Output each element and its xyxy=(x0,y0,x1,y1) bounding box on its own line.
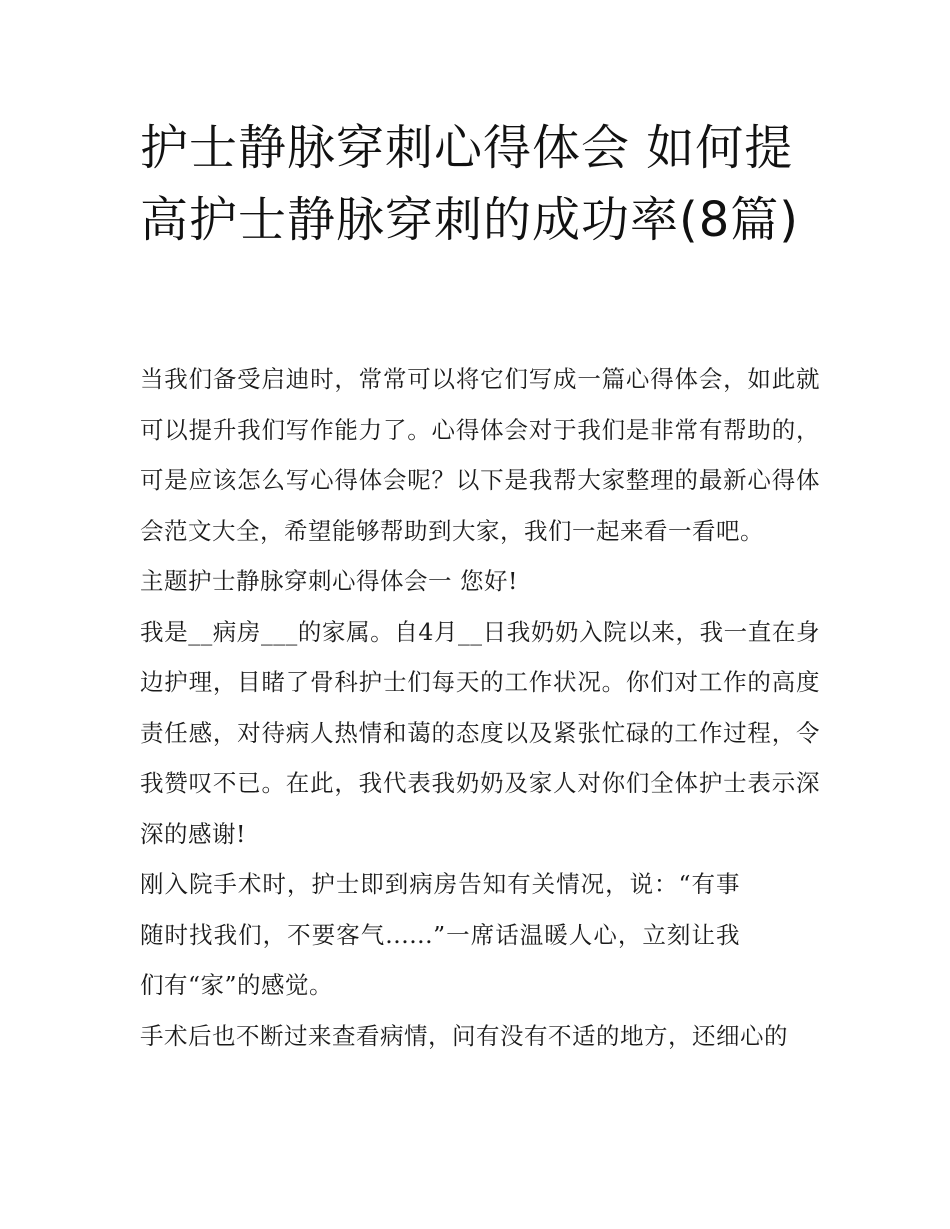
paragraph-topic-heading: 主题护士静脉穿刺心得体会一 您好! xyxy=(140,567,518,595)
paragraph-after-surgery: 手术后也不断过来查看病情，问有没有不适的地方，还细心的 xyxy=(140,1021,788,1050)
paragraph-intro: 当我们备受启迪时，常常可以将它们写成一篇心得体会，如此就可以提升我们写作能力了。心得体会对于我们是非常有帮助的，可是应该怎么写心得体会呢？以下是我帮大家整理的最新心得体会范文大全，希望能够帮助到大家，我们一起来看一看吧。 xyxy=(140,365,820,545)
paragraph-family-letter: 我是__病房___的家属。自4月__日我奶奶入院以来，我一直在身边护理，目睹了骨科护士们每天的工作状况。你们对工作的高度责任感，对待病人热情和蔼的态度以及紧张忙碌的工作过程，令我赞叹不已。在此，我代表我奶奶及家人对你们全体护士表示深深的感谢! xyxy=(140,617,820,848)
paragraph-admission: 刚入院手术时，护士即到病房告知有关情况，说：“有事随时找我们，不要客气......”一席话温暖人心，立刻让我们有“家”的感觉。 xyxy=(140,870,740,999)
document-title: 护士静脉穿刺心得体会 如何提高护士静脉穿刺的成功率(8篇) xyxy=(140,120,799,248)
document-body xyxy=(140,354,820,1061)
